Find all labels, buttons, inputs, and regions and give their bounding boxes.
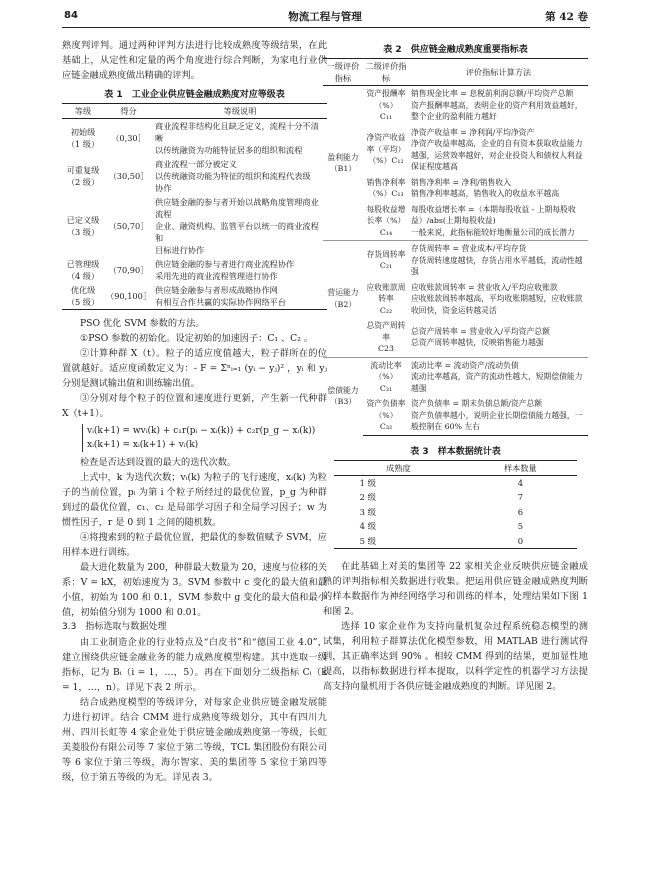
method-cell: 销售净利率 = 净利/销售收入 销售净利率越高，销售收入的收益水平越高 — [411, 177, 560, 198]
table1-header: 得分 — [104, 104, 153, 119]
table3-caption: 表 3 样本数据统计表 — [410, 446, 501, 457]
table1-row — [62, 157, 327, 195]
step-2: ②计算种群 X（t）。粒子的适应度值越大，粒子群所在的位置就越好。适应度函数定义为：- F = Σⁿᵢ₌₁ (yᵢ − yⱼ)² ，yᵢ 和 yⱼ 分别是测试输出值和训练输出值。 — [62, 348, 327, 389]
update-formula — [82, 424, 327, 452]
table3-row — [334, 519, 578, 534]
position-equation: xᵢ(k+1) = xᵢ(k+1) + vᵢ(k) — [87, 440, 199, 450]
table1 — [62, 103, 327, 310]
table2-header: 一级评价指标 — [323, 59, 363, 86]
method-cell: 资产负债率 = 期末负债总额/资产总额 资产负债率越小，说明企业长期偿债能力越强，一般控制在 60% 左右 — [409, 396, 588, 435]
data-collection-paragraph: 在此基础上对美的集团等 22 家相关企业反映供应链金融成熟的评判指标相关数据进行收集。把运用供应链金融成熟度判断的样本数据作为神经网络学习和训练的样本，处理结果如下图 1 和图 2。 — [323, 561, 588, 617]
intro-paragraph — [62, 38, 327, 83]
header-rule — [62, 27, 590, 28]
left-column — [62, 38, 327, 785]
secondary-indicator-cell: 净资产收益率（平均）（%）C₁₂ — [366, 133, 406, 166]
table3-header: 成熟度 — [334, 460, 464, 475]
score-cell: （0,30］ — [111, 133, 146, 143]
table1-row — [62, 283, 327, 310]
table2 — [323, 58, 588, 436]
table1-row — [62, 195, 327, 257]
volume-label: 第 42 卷 — [545, 11, 588, 23]
description-cell: 供应链金融的参与者进行商业流程协作 采用先进的商业流程管理进行协作 — [155, 259, 295, 281]
level-cell: 已定义级 （3 级） — [66, 215, 100, 237]
maturity-level-cell: 1 级 — [359, 477, 376, 488]
indicator-paragraph: 由工业制造企业的行业特点及“白皮书”和“德国工业 4.0”，建立围绕供应链金融业务的能力成熟度模型构建。其中选取一级指标，记为 Bᵢ（i = 1，…，5）。再在下面划分二级指标 Cᵢ（k = 1，…，n）。详见下表 2 所示。 — [62, 637, 327, 693]
table3-row — [334, 490, 578, 505]
maturity-level-cell: 4 级 — [359, 521, 376, 531]
table2-header: 评价指标计算方法 — [409, 59, 588, 86]
level-cell: 已管理级 （4 级） — [66, 259, 100, 281]
description-cell: 供应链金融的参与者开始以战略角度管理商业 流程 企业、融资机构、监管平台以统一的商业流程和 目标进行协作 — [155, 197, 319, 255]
level-cell: 优化级 （5 级） — [62, 283, 104, 310]
method-cell: 流动比率 = 流动资产/流动负债 流动比率越高，资产的流动性越大，短期偿债能力越强 — [409, 357, 588, 396]
table3-row — [334, 475, 578, 490]
table2-row — [323, 318, 588, 357]
primary-indicator-cell: 营运能力 （B2） — [323, 241, 363, 358]
secondary-indicator-cell: 资产报酬率（%） C₁₁ — [366, 89, 406, 121]
table2-row — [323, 396, 588, 435]
primary-indicator-cell: 盈利能力 （B1） — [327, 152, 359, 173]
method-cell: 应收账款周转率 = 营业收入/平均应收账款 应收账款周转率越高，平均收账期越短，应收账款收回快，资金运转越灵活 — [411, 282, 583, 315]
method-cell: 每股收益增长率 =（本期每股收益 - 上期每股收益）/abs(上期每股收益) 一般来说，此指标能较好地衡量公司的成长潜力 — [411, 204, 576, 237]
symbol-explanation: 上式中，k 为迭代次数；vᵢ(k) 为粒子的飞行速度，xᵢ(k) 为粒子的当前位置，pᵢ 为第 i 个粒子所经过的最优位置，p_g 为种群到过的最优位置，c₁、c₂ 是局部学习因子和全局学习因子；w 为惯性因子，r 是 0 到 1 之间的随机数。 — [62, 472, 327, 528]
maturity-level-cell: 2 级 — [359, 492, 376, 502]
step-3: ③分别对每个粒子的位置和速度进行更新，产生新一代种群 X（t+1）。 — [62, 393, 327, 419]
table2-row — [323, 241, 588, 280]
table1-row — [62, 119, 327, 158]
table1-caption: 表 1 工业企业供应链金融成熟度对应等级表 — [104, 90, 285, 100]
table2-caption: 表 2 供应链金融成熟度重要指标表 — [383, 45, 528, 55]
score-cell: （90,100］ — [104, 283, 153, 310]
maturity-level-cell: 3 级 — [359, 506, 376, 517]
score-cell: （70,90］ — [108, 265, 149, 275]
table2-row — [323, 175, 588, 202]
table3-row — [334, 505, 578, 520]
intro-line: 行业供应链金融成熟度做出精确的评判。 — [62, 55, 328, 81]
secondary-indicator-cell: 存货周转率 C₂₁ — [363, 241, 409, 280]
secondary-indicator-cell: 流动比率（%） C₃₁ — [363, 357, 409, 396]
secondary-indicator-cell: 资产负债率（%） C₃₂ — [363, 396, 409, 435]
sample-count-cell: 0 — [463, 534, 577, 549]
table3-row — [334, 534, 578, 549]
method-cell: 净资产收益率 = 净利润/平均净资产 净资产收益率越高，企业的自有资本获取收益能力越强，运营效率越好，对企业投资人和债权人利益保证程度越高 — [411, 127, 583, 171]
iteration-check: 检查是否达到设置的最大的迭代次数。 — [80, 457, 237, 468]
table2-row — [323, 125, 588, 175]
method-cell: 销售现金比率 = 息税前利润总额/平均资产总额 资产报酬率越高，表明企业的资产利用效益越好，整个企业的盈利能力越好 — [411, 89, 583, 121]
velocity-equation: vᵢ(k+1) = wvᵢ(k) + c₁r(pᵢ − xᵢ(k)) + c₂r(p_g − xᵢ(k)) — [87, 426, 316, 436]
grading-paragraph: 结合成熟度模型的等级评分，对每家企业供应链金融发展能力进行初评。结合 CMM 进行成熟度等级划分，其中有四川九州、四川长虹等 4 家企业处于供应链金融成熟度第一等级，长虹美菱股份有限公司等 7 家位于第二等级，TCL 集团股份有限公司等 6 家位于第三等级，海尔智家、美的集团等 5 家位于第四等级，位于第五等级的为无。详见表 3。 — [62, 697, 327, 783]
step-4: ④将搜索到的粒子最优位置，把最优的参数值赋予 SVM，应用样本进行训练。 — [62, 532, 327, 558]
table1-header: 等级 — [62, 104, 104, 119]
description-cell: 商业流程一部分被定义 以传统融资功能为特征的组织和流程代表级 协作 — [155, 159, 311, 193]
sample-count-cell: 7 — [517, 492, 524, 502]
table3 — [334, 460, 578, 550]
level-cell: 初始级 （1 级） — [66, 127, 100, 149]
secondary-indicator-cell: 每股收益增长率（%）C₁₄ — [366, 204, 406, 237]
secondary-indicator-cell: 应收账款周转率 C₂₂ — [366, 282, 406, 315]
primary-indicator-cell: 偿债能力 （B3） — [323, 357, 363, 435]
test-result-paragraph: 选择 10 家企业作为支持向量机复杂过程系统稳态模型的测试集，利用粒子群算法优化模型参数，用 MATLAB 进行测试得到，其正确率达到 90% 。相较 CMM 得到的结果，更加显性地提高，以指标数据进行样本提取，以科学定性的机器学习方法提高支持向量机用于各供应链金融成熟度的判断。详见图 2。 — [323, 621, 588, 692]
score-cell: （30,50］ — [108, 171, 149, 181]
table2-row — [323, 280, 588, 319]
secondary-indicator-cell: 销售净利率（%）C₁₃ — [366, 177, 406, 198]
table2-row — [323, 202, 588, 241]
intro-line: 熟度判评判。通过两种评判方法进行比较成熟度等级结果， — [62, 40, 309, 51]
page-number: 84 — [64, 10, 78, 21]
secondary-indicator-cell: 总资产周转率 C23 — [366, 321, 406, 353]
table2-row — [323, 86, 588, 125]
sample-count-cell: 4 — [517, 477, 524, 488]
sample-count-cell: 5 — [517, 521, 524, 531]
level-cell: 可重复级 （2 级） — [66, 165, 100, 187]
parameter-settings: 最大进化数量为 200，种群最大数量为 20，速度与位移的关系：V = kX，初始速度为 3。SVM 参数中 c 变化的最大值和最小值，初始为 100 和 0.1，SVM 参数中 g 变化的最大值和最小值，初始值分别为 1000 和 0.01。 — [62, 562, 327, 618]
description-cell: 供应链金融参与者形成战略协作网 有相互合作共赢的实际协作网络平台 — [153, 283, 327, 310]
journal-title: 物流工程与管理 — [288, 11, 362, 23]
maturity-level-cell: 5 级 — [334, 534, 464, 549]
table2-row — [323, 357, 588, 396]
section-heading: 3.3 指标选取与数据处理 — [62, 622, 167, 632]
step-1: ①PSO 参数的初始化。设定初始的加速因子：C₁ 、C₂ 。 — [80, 333, 313, 344]
pso-intro: PSO 优化 SVM 参数的方法。 — [80, 318, 205, 329]
sample-count-cell: 6 — [517, 506, 524, 517]
table1-header: 等级说明 — [153, 104, 327, 119]
table3-header: 样本数量 — [463, 460, 577, 475]
intro-line: 在此基础上，从定性和定量的两个角度进行综合判断，为家电 — [62, 40, 328, 66]
method-cell: 存货周转率 = 营业成本/平均存货 存货周转速度越快，存货占用水平越低，流动性越强 — [409, 241, 588, 280]
table2-header: 二级评价指标 — [363, 59, 409, 86]
description-cell: 商业流程非结构化且缺乏定义，流程十分不清晰 以传统融资为功能特征居多的组织和流程 — [155, 121, 319, 155]
method-cell: 总资产周转率 = 营业收入/平均资产总额 总资产周转率越快，反映销售能力越强 — [411, 326, 550, 348]
right-column — [323, 38, 588, 694]
score-cell: （50,70］ — [108, 221, 149, 231]
table1-row — [62, 257, 327, 283]
